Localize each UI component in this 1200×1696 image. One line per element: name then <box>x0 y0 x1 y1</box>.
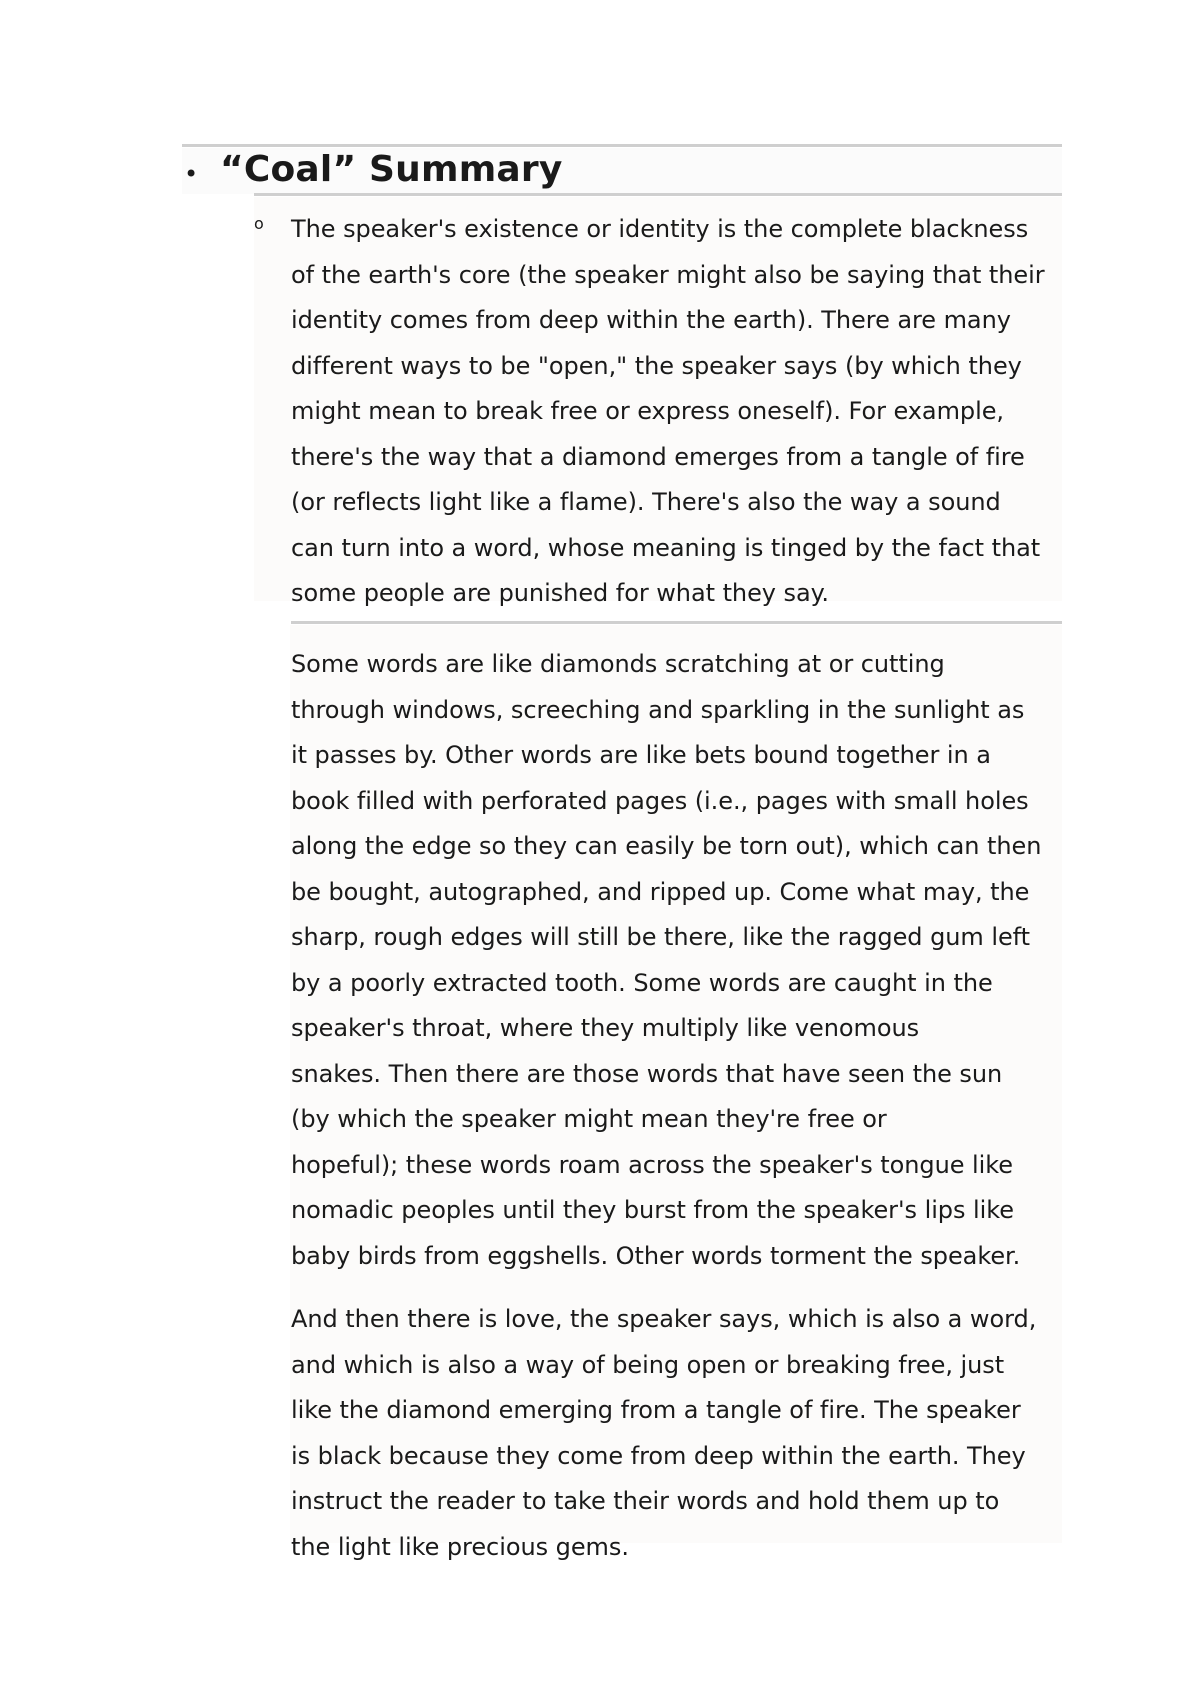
paragraph-line: some people are punished for what they say. <box>291 579 829 607</box>
paragraph-2 <box>291 642 1063 1279</box>
heading-bullet: • <box>184 160 199 188</box>
paragraph-1 <box>291 207 1063 617</box>
paragraph-divider-rule <box>291 621 1062 624</box>
paragraph-line: (by which the speaker might mean they're free or <box>291 1105 887 1133</box>
paragraph-line: be bought, autographed, and ripped up. Come what may, the <box>291 877 1030 906</box>
paragraph-line: The speaker's existence or identity is the complete blackness <box>291 215 1029 243</box>
paragraph-line: of the earth's core (the speaker might also be saying that their <box>291 260 1045 289</box>
paragraph-line: book filled with perforated pages (i.e., pages with small holes <box>291 786 1029 815</box>
paragraph-line: might mean to break free or express oneself). For example, <box>291 397 1004 425</box>
paragraph-line: instruct the reader to take their words and hold them up to <box>291 1487 1000 1515</box>
paragraph-line: identity comes from deep within the earth). There are many <box>291 306 1011 334</box>
paragraph-line: baby birds from eggshells. Other words torment the speaker. <box>291 1241 1021 1270</box>
paragraph-line: through windows, screeching and sparkling in the sunlight as <box>291 695 1025 724</box>
paragraph-line: (or reflects light like a flame). There's also the way a sound <box>291 488 1001 516</box>
heading-underline-rule <box>254 193 1062 196</box>
paragraph-line: speaker's throat, where they multiply like venomous <box>291 1014 920 1042</box>
paragraph-line: there's the way that a diamond emerges from a tangle of fire <box>291 442 1025 471</box>
paragraph-line: by a poorly extracted tooth. Some words are caught in the <box>291 968 993 997</box>
sub-bullet: o <box>254 214 264 233</box>
paragraph-line: can turn into a word, whose meaning is tinged by the fact that <box>291 533 1041 562</box>
paragraph-line: And then there is love, the speaker says, which is also a word, <box>291 1305 1037 1333</box>
paragraph-3 <box>291 1297 1063 1570</box>
paragraph-line: it passes by. Other words are like bets bound together in a <box>291 741 991 769</box>
paragraph-line: like the diamond emerging from a tangle of fire. The speaker <box>291 1396 1021 1424</box>
paragraph-line: Some words are like diamonds scratching at or cutting <box>291 650 945 678</box>
paragraph-line: the light like precious gems. <box>291 1532 629 1561</box>
paragraph-line: different ways to be "open," the speaker says (by which they <box>291 351 1022 380</box>
paragraph-line: hopeful); these words roam across the speaker's tongue like <box>291 1150 1013 1179</box>
paragraph-line: sharp, rough edges will still be there, like the ragged gum left <box>291 923 1030 951</box>
paragraph-line: along the edge so they can easily be torn out), which can then <box>291 832 1042 860</box>
paragraph-line: nomadic peoples until they burst from the speaker's lips like <box>291 1196 1014 1224</box>
paragraph-line: is black because they come from deep within the earth. They <box>291 1441 1026 1470</box>
section-heading: “Coal” Summary <box>220 149 563 190</box>
paragraph-line: and which is also a way of being open or breaking free, just <box>291 1350 1005 1379</box>
paragraph-line: snakes. Then there are those words that have seen the sun <box>291 1059 1003 1088</box>
